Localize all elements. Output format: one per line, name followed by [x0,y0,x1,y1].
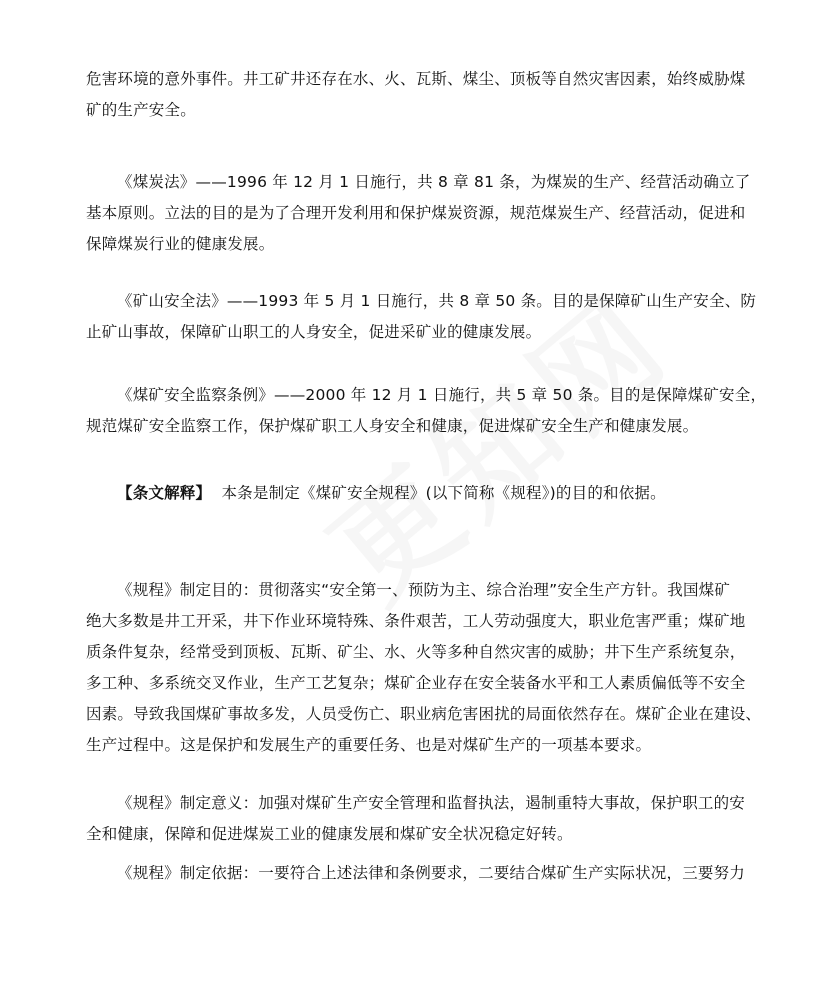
paragraph-article-interpretation [86,478,754,509]
paragraph-regulation-basis [86,858,754,889]
paragraph-regulation-purpose [86,575,762,761]
text-line: 保障煤炭行业的健康发展。 [86,235,275,253]
paragraph-regulation-significance [86,788,754,850]
text-line: 基本原则。立法的目的是为了合理开发利用和保护煤炭资源，规范煤炭生产、经营活动，促进和 [86,204,746,222]
text-line: 矿的生产安全。 [86,101,196,119]
text-line: 止矿山事故，保障矿山职工的人身安全，促进采矿业的健康发展。 [86,323,542,341]
text-line: 危害环境的意外事件。井工矿井还存在水、火、瓦斯、煤尘、顶板等自然灾害因素，始终威胁煤 [86,70,746,88]
paragraph-coal-law [86,167,754,260]
text-line: 生产过程中。这是保护和发展生产的重要任务、也是对煤矿生产的一项基本要求。 [86,736,652,754]
text-line: 因素。导致我国煤矿事故多发，人员受伤亡、职业病危害困扰的局面依然存在。煤矿企业在建设、 [86,705,762,723]
text-line: 《矿山安全法》——1993 年 5 月 1 日施行，共 8 章 50 条。目的是保障矿山生产安全、防 [117,292,757,310]
text-line: 全和健康，保障和促进煤炭工业的健康发展和煤矿安全状况稳定好转。 [86,825,573,843]
text-line: 规范煤矿安全监察工作，保护煤矿职工人身安全和健康，促进煤矿安全生产和健康发展。 [86,417,699,435]
paragraph-supervision-regulation [86,380,767,442]
article-interpretation-text: 本条是制定《煤矿安全规程》(以下简称《规程》)的目的和依据。 [221,484,666,502]
text-line: 绝大多数是井工开采，井下作业环境特殊、条件艰苦，工人劳动强度大，职业危害严重；煤矿地 [86,612,746,630]
article-interpretation-heading: 【条文解释】 [117,484,212,502]
text-line: 质条件复杂，经常受到顶板、瓦斯、矿尘、水、火等多种自然灾害的威胁；井下生产系统复杂， [86,643,746,661]
paragraph-mine-safety-law [86,286,757,348]
text-line: 《规程》制定依据：一要符合上述法律和条例要求，二要结合煤矿生产实际状况，三要努力 [117,864,746,882]
paragraph-hazard-continuation [86,64,754,126]
text-line [86,478,754,509]
text-line: 《煤矿安全监察条例》——2000 年 12 月 1 日施行，共 5 章 50 条。目的是保障煤矿安全， [117,386,767,404]
text-line: 《煤炭法》——1996 年 12 月 1 日施行，共 8 章 81 条，为煤炭的生产、经营活动确立了 [117,173,751,191]
text-line: 《规程》制定意义：加强对煤矿生产安全管理和监督执法，遏制重特大事故，保护职工的安 [117,794,746,812]
text-line: 多工种、多系统交叉作业，生产工艺复杂；煤矿企业存在安全装备水平和工人素质偏低等不安全 [86,674,746,692]
text-line: 《规程》制定目的：贯彻落实“安全第一、预防为主、综合治理”安全生产方针。我国煤矿 [117,581,731,599]
